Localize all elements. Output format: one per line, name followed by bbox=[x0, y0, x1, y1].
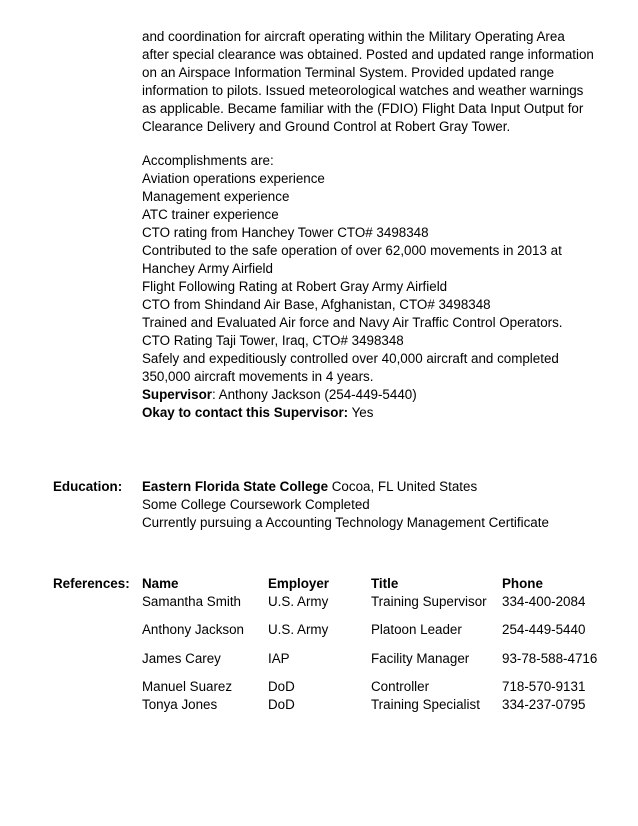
ref-phone: 718-570-9131 bbox=[502, 679, 586, 694]
description-line: and coordination for aircraft operating within the Military Operating Area bbox=[142, 29, 565, 44]
accomplishment-item: CTO from Shindand Air Base, Afghanistan, CTO# 3498348 bbox=[142, 297, 491, 312]
ref-name: Anthony Jackson bbox=[142, 622, 244, 637]
ref-title: Training Specialist bbox=[371, 697, 480, 712]
ref-title: Facility Manager bbox=[371, 651, 470, 666]
description-line: on an Airspace Information Terminal System. Provided updated range bbox=[142, 65, 555, 80]
col-header-name: Name bbox=[142, 576, 179, 591]
accomplishment-item: Contributed to the safe operation of over 62,000 movements in 2013 at bbox=[142, 243, 562, 258]
accomplishment-item: Trained and Evaluated Air force and Navy Air Traffic Control Operators. bbox=[142, 315, 563, 330]
ref-phone: 254-449-5440 bbox=[502, 622, 586, 637]
accomplishment-item: Safely and expeditiously controlled over 40,000 aircraft and completed bbox=[142, 351, 559, 366]
ref-employer: DoD bbox=[268, 697, 295, 712]
ref-phone: 334-400-2084 bbox=[502, 594, 586, 609]
col-header-phone: Phone bbox=[502, 576, 543, 591]
references-label: References: bbox=[53, 576, 130, 591]
description-line: as applicable. Became familiar with the (FDIO) Flight Data Input Output for bbox=[142, 101, 584, 116]
accomplishments-heading: Accomplishments are: bbox=[142, 153, 274, 168]
col-header-employer: Employer bbox=[268, 576, 330, 591]
work-description bbox=[142, 28, 622, 136]
description-line: after special clearance was obtained. Posted and updated range information bbox=[142, 47, 594, 62]
accomplishments-section bbox=[142, 152, 622, 422]
education-section bbox=[142, 478, 622, 532]
ref-name: Tonya Jones bbox=[142, 697, 218, 712]
education-school-line bbox=[142, 478, 622, 496]
ref-name: Manuel Suarez bbox=[142, 679, 233, 694]
description-line: Clearance Delivery and Ground Control at Robert Gray Tower. bbox=[142, 119, 511, 134]
accomplishment-item: ATC trainer experience bbox=[142, 207, 279, 222]
accomplishment-item: Aviation operations experience bbox=[142, 171, 325, 186]
contact-value: Yes bbox=[348, 405, 374, 420]
ref-title: Training Supervisor bbox=[371, 594, 487, 609]
ref-name: Samantha Smith bbox=[142, 594, 241, 609]
accomplishment-item: Flight Following Rating at Robert Gray Army Airfield bbox=[142, 279, 448, 294]
accomplishment-item: Hanchey Army Airfield bbox=[142, 261, 273, 276]
supervisor-label: Supervisor bbox=[142, 387, 212, 402]
ref-name: James Carey bbox=[142, 651, 221, 666]
col-header-title: Title bbox=[371, 576, 399, 591]
description-line: information to pilots. Issued meteorological watches and weather warnings bbox=[142, 83, 584, 98]
accomplishment-item: CTO Rating Taji Tower, Iraq, CTO# 3498348 bbox=[142, 333, 404, 348]
education-detail: Currently pursuing a Accounting Technology Management Certificate bbox=[142, 515, 549, 530]
ref-employer: IAP bbox=[268, 651, 290, 666]
ref-phone: 334-237-0795 bbox=[502, 697, 586, 712]
ref-phone: 93-78-588-4716 bbox=[502, 651, 598, 666]
ref-employer: U.S. Army bbox=[268, 622, 329, 637]
contact-label: Okay to contact this Supervisor: bbox=[142, 405, 349, 420]
supervisor-line bbox=[142, 386, 622, 404]
ref-title: Platoon Leader bbox=[371, 622, 462, 637]
ref-title: Controller bbox=[371, 679, 430, 694]
accomplishment-item: CTO rating from Hanchey Tower CTO# 3498348 bbox=[142, 225, 429, 240]
accomplishment-item: Management experience bbox=[142, 189, 290, 204]
ref-employer: U.S. Army bbox=[268, 594, 329, 609]
accomplishment-item: 350,000 aircraft movements in 4 years. bbox=[142, 369, 374, 384]
contact-line bbox=[142, 404, 622, 422]
education-label: Education: bbox=[53, 479, 123, 494]
school-location: Cocoa, FL United States bbox=[328, 479, 478, 494]
ref-employer: DoD bbox=[268, 679, 295, 694]
supervisor-value: : Anthony Jackson (254-449-5440) bbox=[211, 387, 417, 402]
school-name: Eastern Florida State College bbox=[142, 479, 329, 494]
education-detail: Some College Coursework Completed bbox=[142, 497, 370, 512]
